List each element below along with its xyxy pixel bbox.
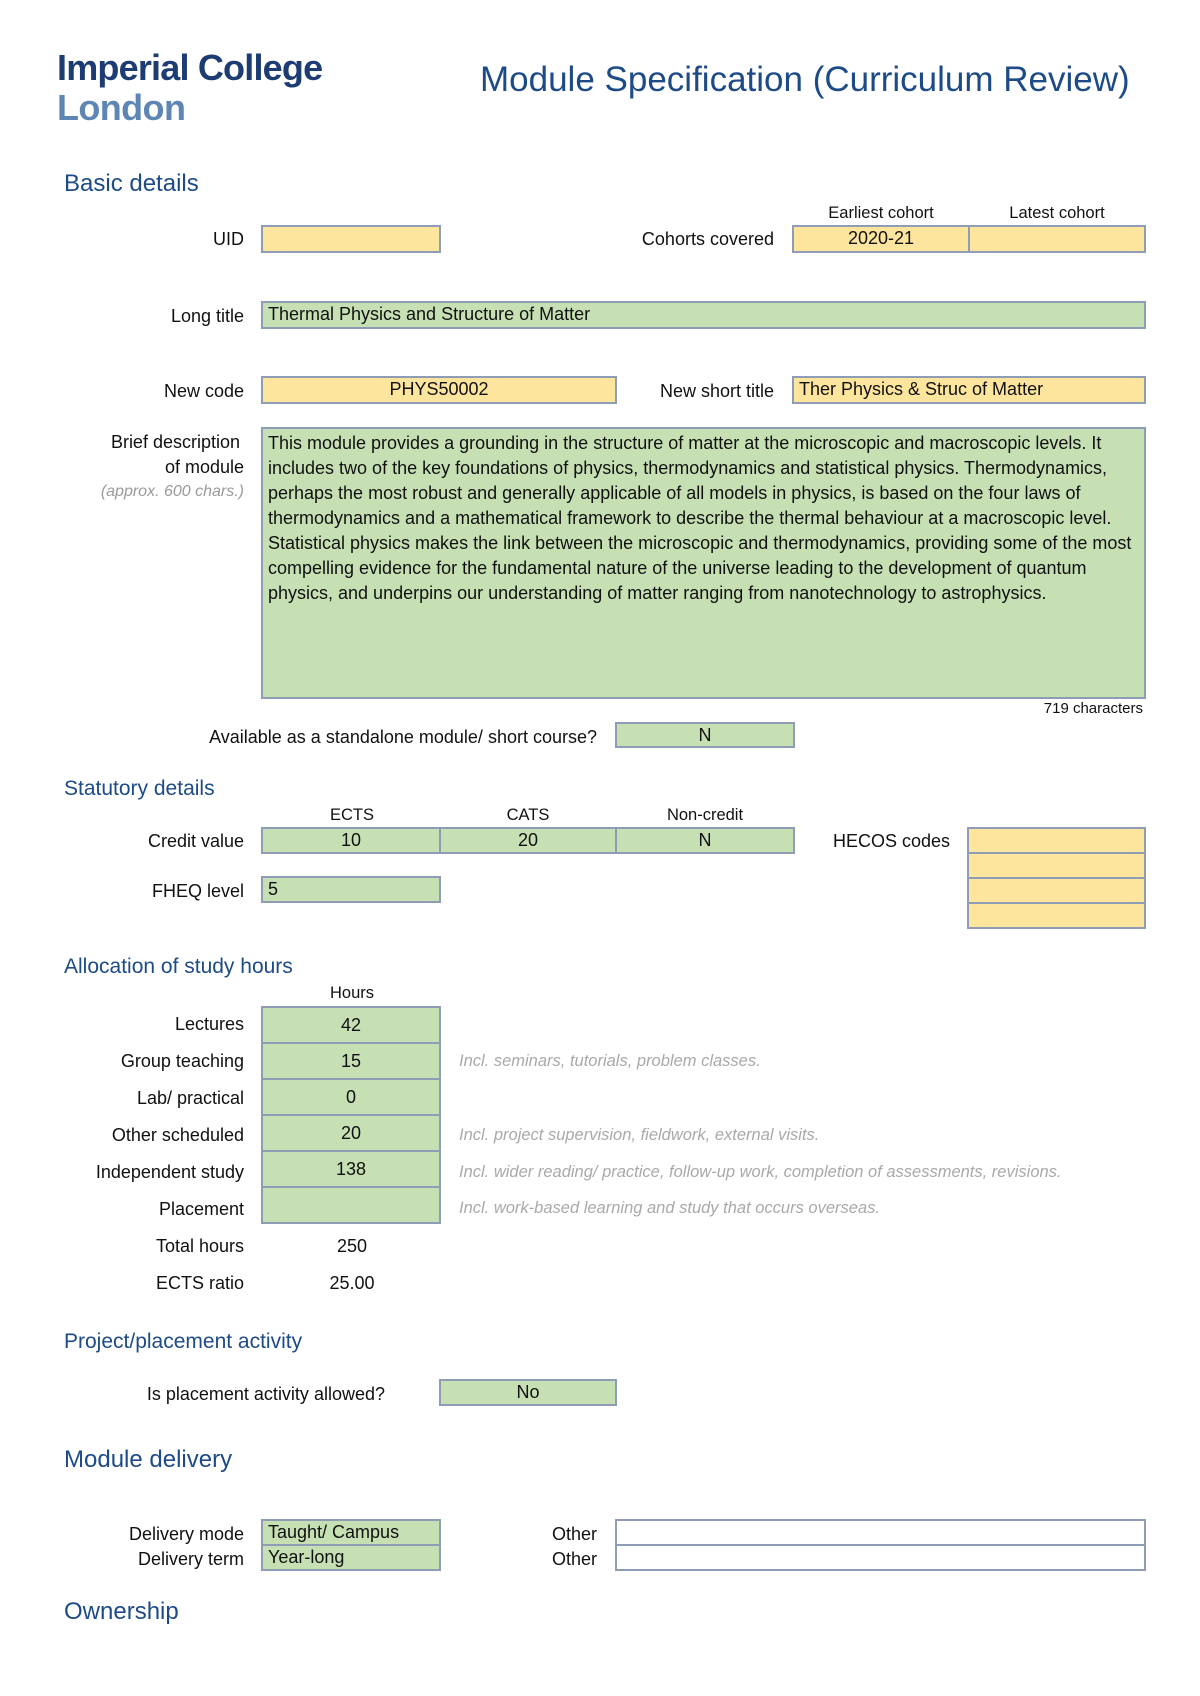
hours-row-label-placement: Placement [158,1199,244,1219]
earliest-cohort-header: Earliest cohort [828,204,934,222]
delivery-mode-field[interactable]: Taught/ Campus [261,1519,441,1546]
ects-ratio-label: ECTS ratio [155,1273,244,1293]
other-delivery-mode-label: Other [551,1524,597,1544]
college-logo-line1: Imperial College [57,47,323,88]
description-hint: (approx. 600 chars.) [100,483,244,500]
other-delivery-term-field[interactable] [615,1544,1146,1571]
hours-row-label-lab: Lab/ practical [136,1088,244,1108]
new-code-label: New code [163,381,244,401]
character-count: 719 characters [1043,700,1143,717]
other-delivery-mode-field[interactable] [615,1519,1146,1546]
hours-note-other-scheduled: Incl. project supervision, fieldwork, external visits. [459,1126,820,1144]
noncredit-field[interactable]: N [615,827,795,854]
placement-allowed-field[interactable]: No [439,1379,617,1406]
hours-field-lab[interactable]: 0 [261,1078,441,1116]
hecos-code-field[interactable] [967,877,1146,904]
hours-row-label-lectures: Lectures [174,1014,244,1034]
other-delivery-term-label: Other [551,1549,597,1569]
standalone-label: Available as a standalone module/ short course? [209,727,597,747]
ects-ratio-value: 25.00 [329,1273,375,1293]
ects-header: ECTS [329,806,374,824]
section-project-placement: Project/placement activity [64,1330,303,1353]
long-title-label: Long title [170,306,244,326]
hours-field-placement[interactable] [261,1186,441,1224]
section-study-hours: Allocation of study hours [64,955,293,978]
delivery-term-field[interactable]: Year-long [261,1544,441,1571]
new-short-title-label: New short title [659,381,774,401]
hecos-code-field[interactable] [967,902,1146,929]
section-basic-details: Basic details [64,170,199,197]
earliest-cohort-field[interactable]: 2020-21 [792,225,970,253]
noncredit-header: Non-credit [666,806,744,824]
hours-field-group-teaching[interactable]: 15 [261,1042,441,1080]
hours-row-label-group-teaching: Group teaching [120,1051,244,1071]
hecos-codes-label: HECOS codes [832,831,950,851]
of-module-label: of module [164,457,244,477]
brief-description-field[interactable]: This module provides a grounding in the structure of matter at the microscopic and macroscopic levels. It includes two of the key foundations of physics, thermodynamics and statistical physics. Thermodynamics, perhaps the most robust and generally applicable of all models in physics, is based on the four laws of thermodynamics and a mathematical framework to describe the thermal behaviour at a macroscopic level. Statistical physics makes the link between the microscopic and thermodynamics, providing some of the most compelling evidence for the fundamental nature of the universe leading to the development of quantum physics, and underpins our understanding of matter ranging from nanotechnology to astrophysics. [261,427,1146,699]
section-statutory-details: Statutory details [64,777,215,800]
hours-field-other-scheduled[interactable]: 20 [261,1114,441,1152]
brief-description-label: Brief description [110,432,240,452]
latest-cohort-field[interactable] [968,225,1146,253]
placement-allowed-label: Is placement activity allowed? [146,1384,385,1404]
total-hours-label: Total hours [155,1236,244,1256]
uid-label: UID [213,229,244,249]
hours-field-independent-study[interactable]: 138 [261,1150,441,1188]
uid-field[interactable] [261,225,441,253]
hours-row-label-other-scheduled: Other scheduled [111,1125,244,1145]
section-ownership: Ownership [64,1598,179,1625]
cohorts-covered-label: Cohorts covered [641,229,774,249]
hours-field-lectures[interactable]: 42 [261,1006,441,1044]
long-title-field[interactable]: Thermal Physics and Structure of Matter [261,301,1146,329]
latest-cohort-header: Latest cohort [1009,204,1105,222]
new-short-title-field[interactable]: Ther Physics & Struc of Matter [792,376,1146,404]
credit-value-label: Credit value [147,831,244,851]
total-hours-value: 250 [336,1236,368,1256]
hours-note-independent-study: Incl. wider reading/ practice, follow-up work, completion of assessments, revisions. [459,1163,1062,1181]
delivery-term-label: Delivery term [137,1549,244,1569]
new-code-field[interactable]: PHYS50002 [261,376,617,404]
hours-header: Hours [329,984,374,1002]
delivery-mode-label: Delivery mode [128,1524,244,1544]
hecos-code-field[interactable] [967,852,1146,879]
section-module-delivery: Module delivery [64,1446,233,1473]
hours-note-group-teaching: Incl. seminars, tutorials, problem classes. [459,1052,761,1070]
cats-header: CATS [506,806,550,824]
cats-field[interactable]: 20 [439,827,617,854]
college-logo-line2: London [57,87,186,128]
hours-row-label-independent-study: Independent study [95,1162,244,1182]
fheq-level-field[interactable]: 5 [261,876,441,903]
hecos-code-field[interactable] [967,827,1146,854]
ects-field[interactable]: 10 [261,827,441,854]
standalone-field[interactable]: N [615,722,795,748]
page-title: Module Specification (Curriculum Review) [480,60,1130,99]
hours-note-placement: Incl. work-based learning and study that occurs overseas. [459,1199,880,1217]
fheq-level-label: FHEQ level [151,881,244,901]
